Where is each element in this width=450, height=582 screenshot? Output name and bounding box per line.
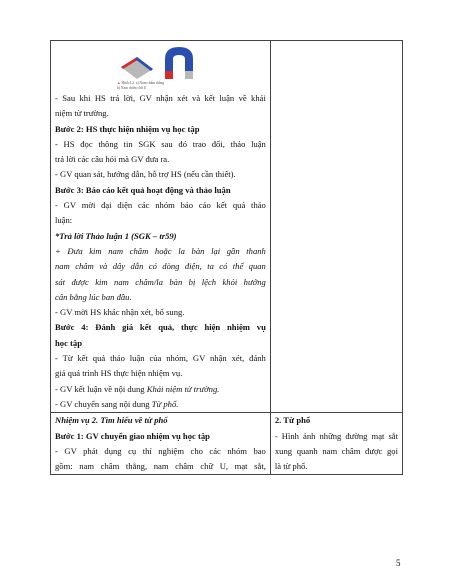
transition-topic: Từ phổ. [151,398,179,409]
text-line: nam châm và dây dẫn có dòng điện, ta có thể quan [55,261,266,272]
u-magnet-icon [165,47,193,79]
text-line: - Hình ảnh những đường mạt sắt [274,430,398,441]
conclusion-topic: Khái niệm từ trường. [146,383,220,394]
content-cell [270,41,402,413]
text-line: - Sau khi HS trả lời, GV nhận xét và kết luận về khái [55,93,266,103]
table-row [51,41,403,413]
text-line: - GV quan sát, hướng dẫn, hỗ trợ HS (nếu cần thiết). [55,169,236,180]
text-line: - HS đọc thông tin SGK sau đó trao đổi, thảo luận [55,138,266,149]
text-line: *Trả lời Thảo luận 1 (SGK – tr59) [55,230,177,241]
activity-cell [51,413,271,475]
transition-prefix: - GV chuyển sang nội dung [55,398,152,409]
figure-caption: Hình 4.2. a) Nam châm thẳng [121,81,165,85]
task-text [55,429,266,475]
text-line: xung quanh nam châm được gọi [274,445,398,456]
text-line: luận: [55,215,73,226]
task-title: Nhiệm vụ 2. Tìm hiểu về từ phổ [55,415,168,426]
text-line: trả lời các câu hỏi mà GV đưa ra. [55,154,170,165]
magnet-figure: ▲ Hình 4.2. a) Nam châm thẳng b) Nam châm chữ U [55,41,266,91]
text-line: là từ phổ. [274,461,308,472]
text-line: - GV mời HS khác nhận xét, bổ sung. [55,307,185,318]
conclusion-line [55,382,266,397]
text-line: học tập [55,337,82,348]
text-line: Bước 1: GV chuyển giao nhiệm vụ học tập [55,430,210,441]
activity-text [55,91,266,382]
text-line: giá quá trình HS thực hiện nhiệm vụ. [55,368,183,379]
text-line: + Đưa kim nam châm hoặc la bàn lại gần thanh [55,245,266,256]
text-line: - GV mời đại diện các nhóm báo cáo kết quả thảo [55,200,266,211]
section-heading: 2. Từ phổ [274,415,311,426]
text-line: Bước 2: HS thực hiện nhiệm vụ học tập [55,123,200,134]
bar-magnet-icon [121,57,153,79]
transition-line [55,397,266,412]
conclusion-prefix: - GV kết luận về nội dung [55,383,147,394]
text-line: gồm: nam châm thẳng, nam châm chữ U, mạt sắt, [55,461,266,472]
text-line: Bước 4: Đánh giá kết quả, thực hiện nhiệm vụ [55,322,266,333]
text-line: sát được kim nam châm/la bàn bị lệch khỏi hướng [55,276,266,287]
section-text [275,429,398,475]
text-line: - GV phát dụng cụ thí nghiệm cho các nhóm bao [55,445,266,456]
lesson-table [50,40,403,475]
text-line: Bước 3: Báo cáo kết quả hoạt động và thảo luận [55,184,231,195]
page-number: 5 [396,558,401,568]
content-cell [270,413,402,475]
text-line: - Từ kết quả thảo luận của nhóm, GV nhận xét, đánh [55,353,266,364]
table-row [51,413,403,475]
text-line: niệm từ trường. [55,108,109,119]
activity-cell [51,41,271,413]
figure-caption-sub: b) Nam châm chữ U [117,85,147,90]
text-line: cân bằng lúc ban đầu. [55,291,132,302]
